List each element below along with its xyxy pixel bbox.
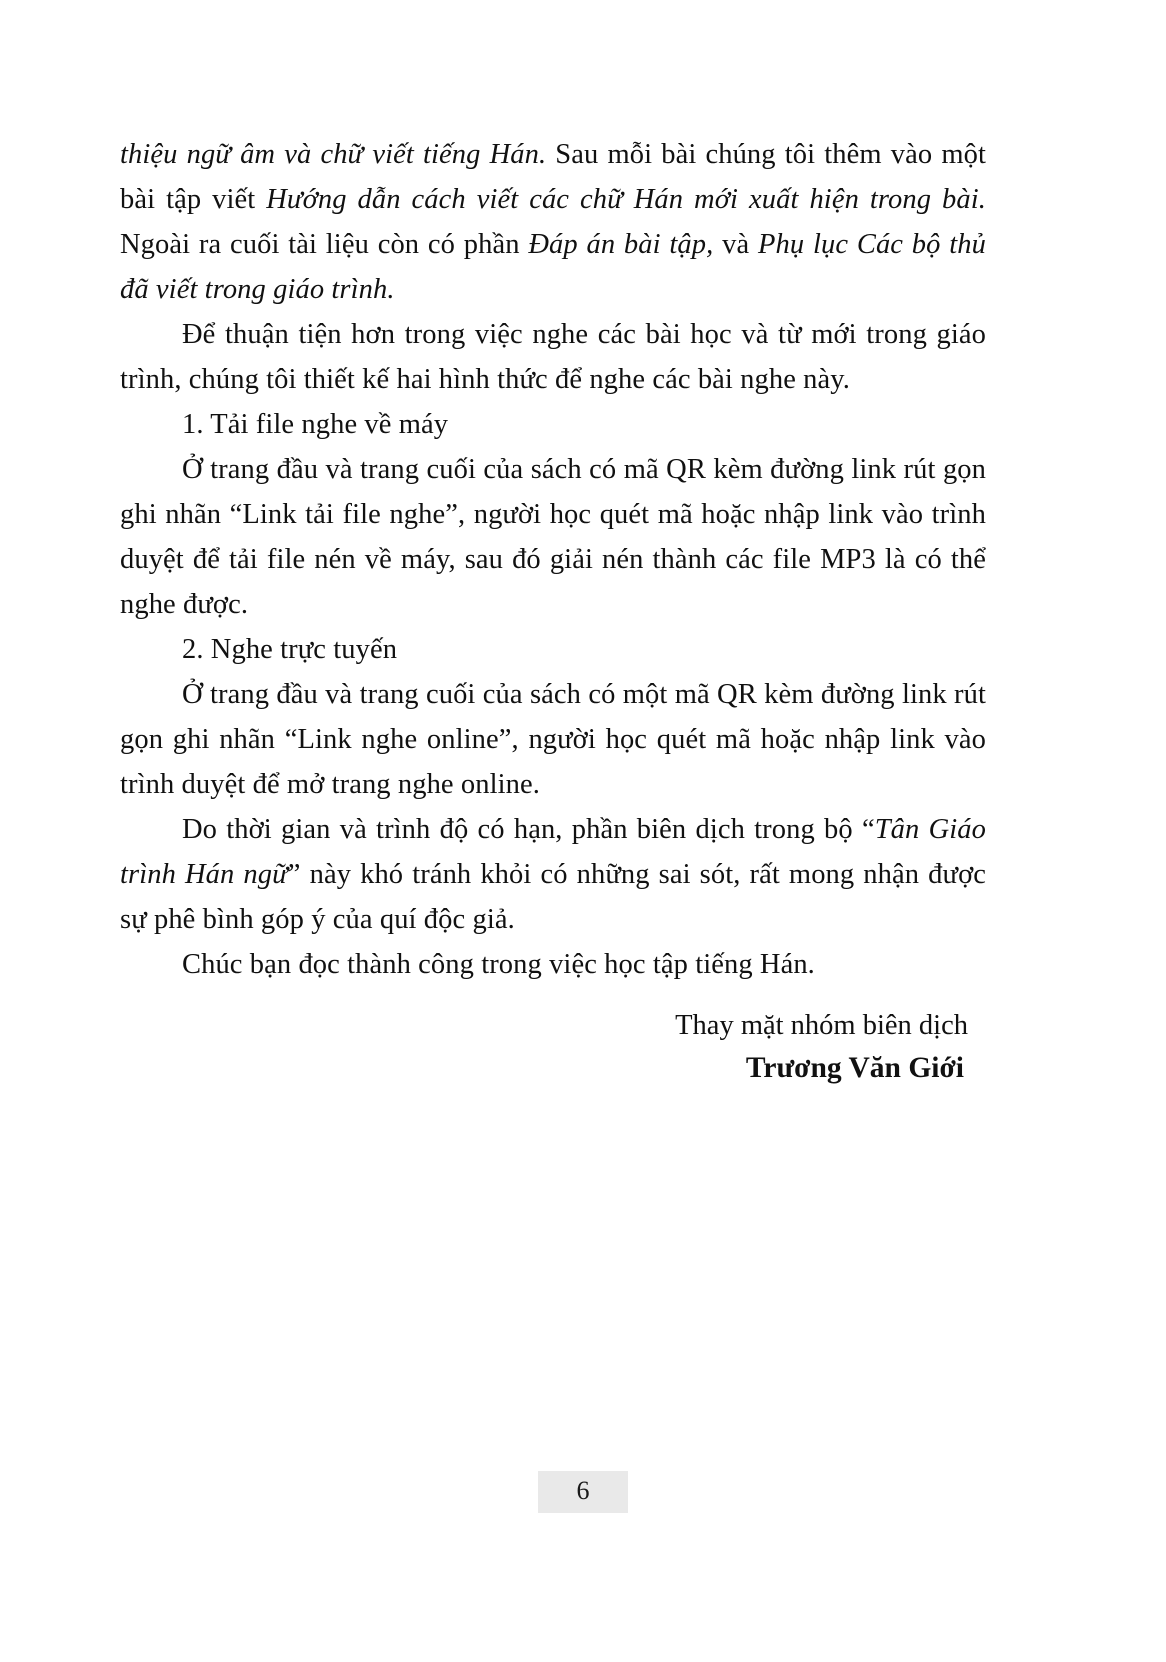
text-run: Ngoài ra cuối tài liệu còn có phần — [120, 229, 529, 260]
text-run: Sau mỗi bài chúng tôi thêm vào một bài tập viết — [120, 139, 986, 215]
text-run: và — [713, 229, 758, 260]
text-run: Ở trang đầu và trang cuối của sách có mã QR kèm đường link rút gọn ghi nhãn “Link tải file nghe”, người học quét mã hoặc nhập link vào trình duyệt để tải file nén về máy, sau đó giải nén thành các file MP3 là có thể nghe được. — [120, 454, 986, 620]
signature-name: Trương Văn Giới — [745, 1052, 964, 1084]
paragraph-item-2-detail — [120, 672, 986, 807]
text-run: Chúc bạn đọc thành công trong việc học tập tiếng Hán. — [182, 949, 815, 980]
page-number: 6 — [538, 1471, 628, 1513]
paragraph-item-1 — [120, 402, 986, 447]
text-run-italic: thiệu ngữ âm và chữ viết tiếng Hán. — [120, 139, 547, 170]
paragraph-disclaimer — [120, 807, 986, 942]
text-run: 1. Tải file nghe về máy — [182, 409, 449, 440]
text-run-italic: Đáp án bài tập, — [528, 229, 714, 260]
text-run-italic: Tân Giáo trình Hán ngữ — [120, 814, 986, 890]
text-run-italic: Hướng dẫn cách viết các chữ Hán mới xuất hiện trong bài. — [266, 184, 986, 215]
text-run: 2. Nghe trực tuyến — [182, 634, 398, 665]
text-run: ” này khó tránh khỏi có những sai sót, rất mong nhận được sự phê bình góp ý của quí độc giả. — [120, 859, 986, 935]
paragraph-continued — [120, 132, 986, 312]
body-text — [120, 132, 986, 987]
paragraph-item-2 — [120, 627, 986, 672]
text-run: Do thời gian và trình độ có hạn, phần biên dịch trong bộ “ — [182, 814, 875, 845]
paragraph-item-1-detail — [120, 447, 986, 627]
paragraph-closing — [120, 942, 986, 987]
text-run-italic: Phụ lục Các bộ thủ đã viết trong giáo trình. — [120, 229, 986, 305]
signature-role: Thay mặt nhóm biên dịch — [675, 1010, 968, 1041]
text-run: Ở trang đầu và trang cuối của sách có một mã QR kèm đường link rút gọn ghi nhãn “Link nghe online”, người học quét mã hoặc nhập link vào trình duyệt để mở trang nghe online. — [120, 679, 986, 800]
paragraph-listening-intro — [120, 312, 986, 402]
signature — [120, 1005, 986, 1089]
text-run: Để thuận tiện hơn trong việc nghe các bài học và từ mới trong giáo trình, chúng tôi thiết kế hai hình thức để nghe các bài nghe này. — [120, 319, 986, 395]
page-footer — [0, 1471, 1166, 1513]
